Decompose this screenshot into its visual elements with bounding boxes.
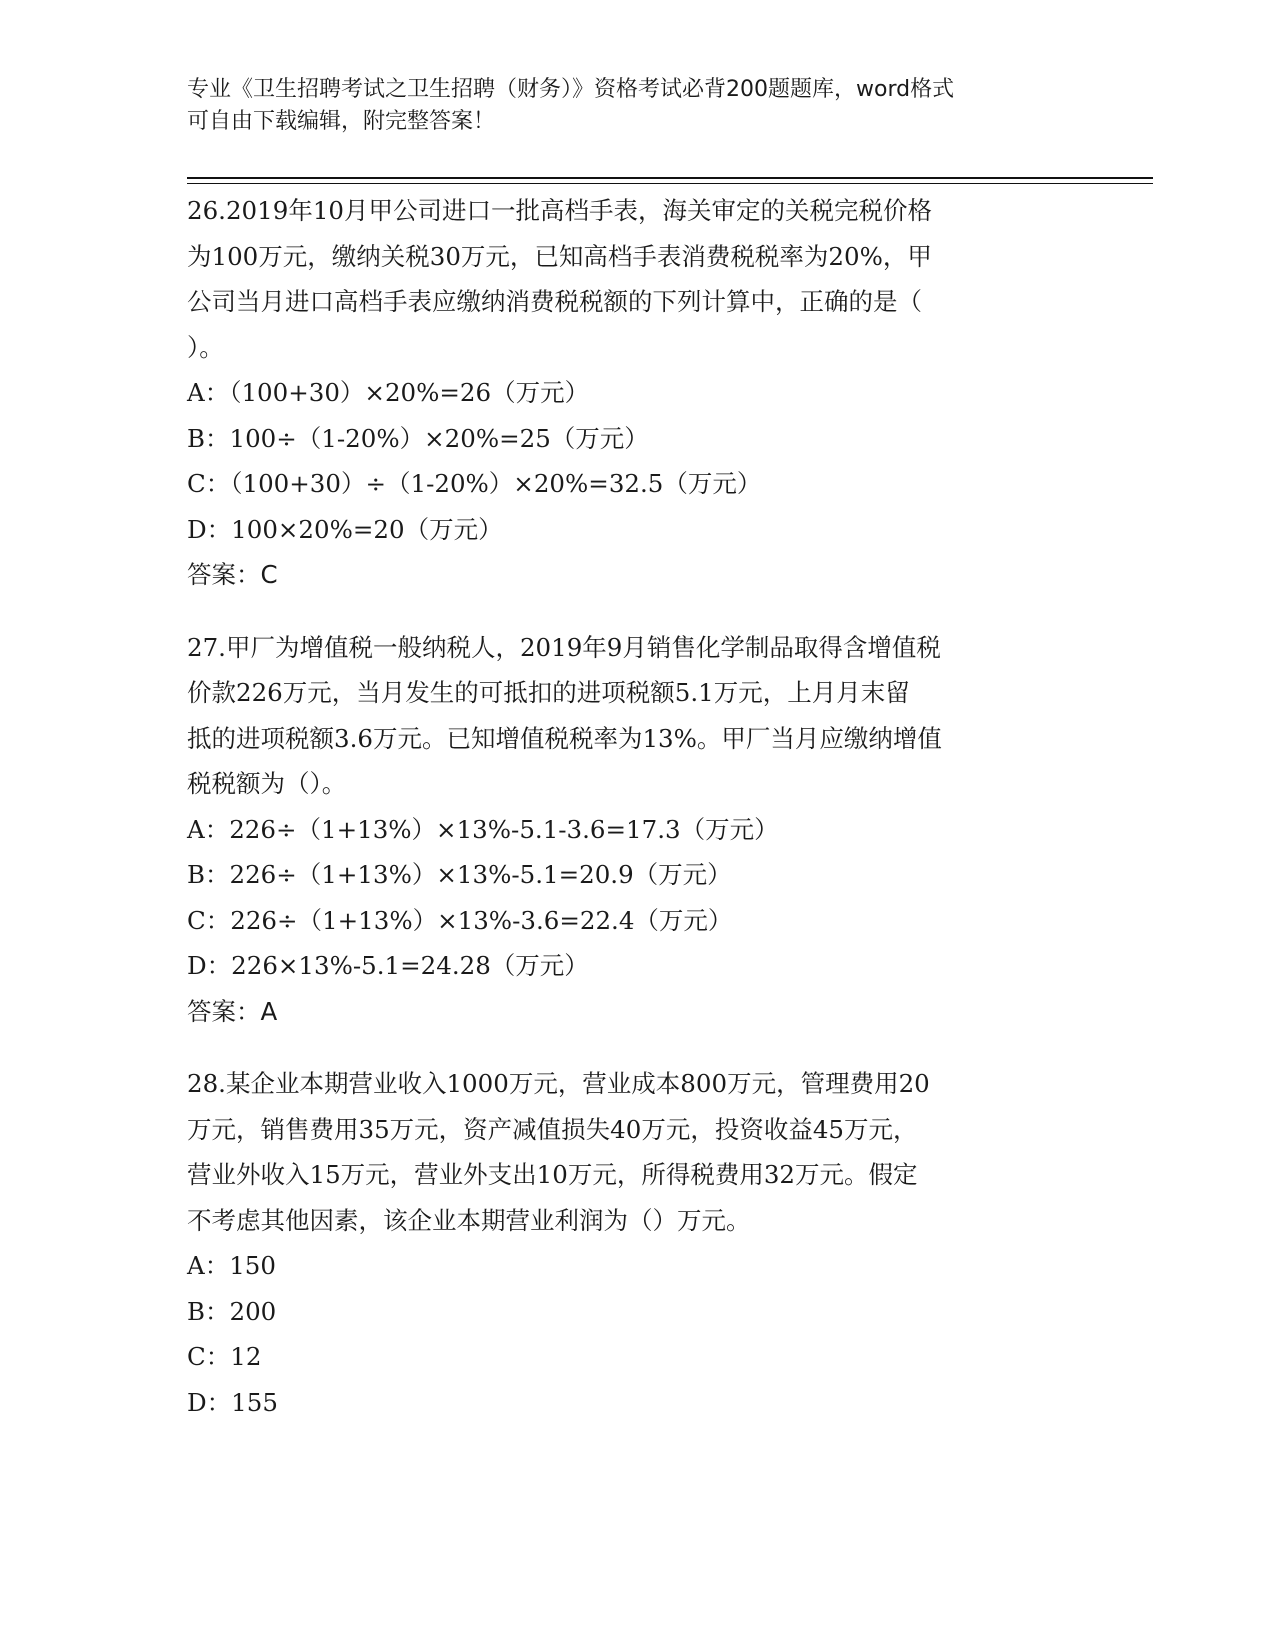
- option-a: A：（100+30）×20%=26（万元）: [187, 378, 590, 407]
- answer-line: 答案：A: [187, 996, 278, 1026]
- header-rule-thin: [187, 183, 1153, 184]
- option-c: C：（100+30）÷（1-20%）×20%=32.5（万元）: [187, 469, 762, 498]
- option-d: D：226×13%-5.1=24.28（万元）: [187, 951, 589, 980]
- question-stem-line: ）。: [187, 332, 224, 362]
- question-stem-line: 为100万元，缴纳关税30万元，已知高档手表消费税税率为20%，甲: [187, 241, 932, 271]
- question-stem-line: 不考虑其他因素，该企业本期营业利润为（）万元。: [187, 1205, 751, 1235]
- question-stem-line: 税税额为（）。: [187, 769, 347, 798]
- answer-line: 答案：C: [187, 560, 278, 589]
- option-b: B：226÷（1+13%）×13%-5.1=20.9（万元）: [187, 860, 732, 889]
- question-stem-line: 28.某企业本期营业收入1000万元，营业成本800万元，管理费用20: [187, 1069, 930, 1098]
- option-d: D：155: [187, 1387, 278, 1417]
- question-26: [187, 188, 1087, 598]
- document-header: [187, 74, 1067, 138]
- option-c: C：226÷（1+13%）×13%-3.6=22.4（万元）: [187, 905, 733, 935]
- question-28: [187, 1061, 1087, 1425]
- question-27: [187, 625, 1087, 1035]
- header-rule-thick: [187, 177, 1153, 179]
- option-a: A：150: [187, 1251, 276, 1280]
- question-stem-line: 27.甲厂为增值税一般纳税人，2019年9月销售化学制品取得含增值税: [187, 632, 941, 662]
- option-b: B：200: [187, 1296, 277, 1326]
- question-stem-line: 万元，销售费用35万元，资产减值损失40万元，投资收益45万元，: [187, 1114, 918, 1144]
- question-stem-line: 公司当月进口高档手表应缴纳消费税税额的下列计算中，正确的是（: [187, 287, 922, 316]
- option-c: C：12: [187, 1342, 262, 1371]
- option-d: D：100×20%=20（万元）: [187, 514, 503, 544]
- question-stem-line: 营业外收入15万元，营业外支出10万元，所得税费用32万元。假定: [187, 1160, 918, 1189]
- question-stem-line: 抵的进项税额3.6万元。已知增值税税率为13%。甲厂当月应缴纳增值: [187, 723, 942, 753]
- question-stem-line: 价款226万元，当月发生的可抵扣的进项税额5.1万元，上月月末留: [187, 678, 910, 707]
- option-a: A：226÷（1+13%）×13%-5.1-3.6=17.3（万元）: [187, 814, 779, 844]
- option-b: B：100÷（1-20%）×20%=25（万元）: [187, 423, 649, 453]
- header-line-1: 专业《卫生招聘考试之卫生招聘（财务）》资格考试必背200题题库，word格式: [187, 77, 955, 102]
- question-stem-line: 26.2019年10月甲公司进口一批高档手表，海关审定的关税完税价格: [187, 196, 932, 225]
- question-list: [187, 188, 1087, 1452]
- header-line-2: 可自由下载编辑，附完整答案！: [187, 109, 496, 134]
